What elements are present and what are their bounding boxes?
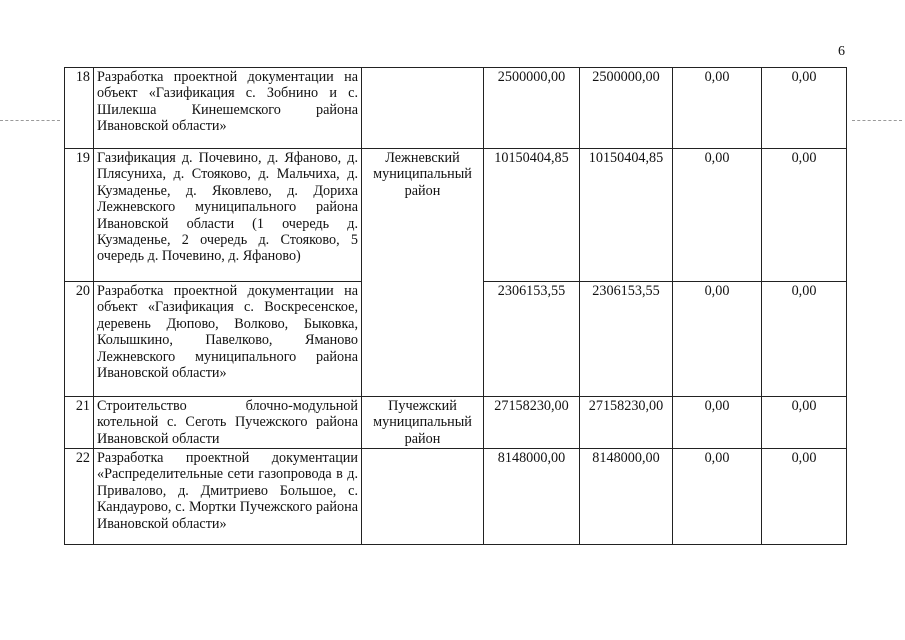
row-number: 18 <box>65 68 94 149</box>
amount-cell: 2500000,00 <box>484 68 580 149</box>
row-number: 20 <box>65 282 94 397</box>
table-row <box>65 449 847 545</box>
amount-cell: 0,00 <box>673 68 762 149</box>
district-cell <box>362 449 484 545</box>
amount-cell: 10150404,85 <box>484 149 580 282</box>
project-description: Разработка проектной документации «Распределительные сети газопровода в д. Привалово, д. Дмитриево Большое, с. Кандаурово, с. Мортки Пучежского района Ивановской области» <box>94 449 362 545</box>
amount-cell: 8148000,00 <box>484 449 580 545</box>
amount-cell: 10150404,85 <box>580 149 673 282</box>
district-cell: Пучежский муниципальный район <box>362 397 484 449</box>
project-description: Газификация д. Почевино, д. Яфаново, д. Плясуниха, д. Стояково, д. Мальчиха, д. Кузмаденье, д. Яковлево, д. Дориха Лежневского муниципального района Ивановской области (1 очередь д. Кузмаденье, 2 очередь д. Стояково, 5 очередь д. Почевино, д. Яфаново) <box>94 149 362 282</box>
amount-cell: 2306153,55 <box>484 282 580 397</box>
amount-cell: 0,00 <box>762 449 847 545</box>
table-row <box>65 68 847 149</box>
amount-cell: 0,00 <box>673 397 762 449</box>
amount-cell: 2306153,55 <box>580 282 673 397</box>
projects-table <box>64 67 847 545</box>
table-row <box>65 397 847 449</box>
row-number: 21 <box>65 397 94 449</box>
amount-cell: 0,00 <box>673 449 762 545</box>
page-number: 6 <box>838 44 845 59</box>
district-cell <box>362 68 484 149</box>
district-cell: Лежневский муниципальный район <box>362 149 484 397</box>
row-number: 19 <box>65 149 94 282</box>
amount-cell: 8148000,00 <box>580 449 673 545</box>
amount-cell: 0,00 <box>673 149 762 282</box>
margin-mark-right <box>852 120 902 121</box>
amount-cell: 27158230,00 <box>484 397 580 449</box>
amount-cell: 2500000,00 <box>580 68 673 149</box>
amount-cell: 0,00 <box>673 282 762 397</box>
table-row <box>65 149 847 282</box>
amount-cell: 0,00 <box>762 68 847 149</box>
margin-mark-left <box>0 120 60 121</box>
project-description: Разработка проектной документации на объект «Газификация с. Зобнино и с. Шилекша Кинешемского района Ивановской области» <box>94 68 362 149</box>
project-description: Разработка проектной документации на объект «Газификация с. Воскресенское, деревень Дюпово, Волково, Быковка, Колышкино, Павелково, Яманово Лежневского муниципального района Ивановской области» <box>94 282 362 397</box>
amount-cell: 0,00 <box>762 282 847 397</box>
row-number: 22 <box>65 449 94 545</box>
amount-cell: 0,00 <box>762 397 847 449</box>
amount-cell: 0,00 <box>762 149 847 282</box>
amount-cell: 27158230,00 <box>580 397 673 449</box>
project-description: Строительство блочно-модульной котельной с. Сеготь Пучежского района Ивановской области <box>94 397 362 449</box>
